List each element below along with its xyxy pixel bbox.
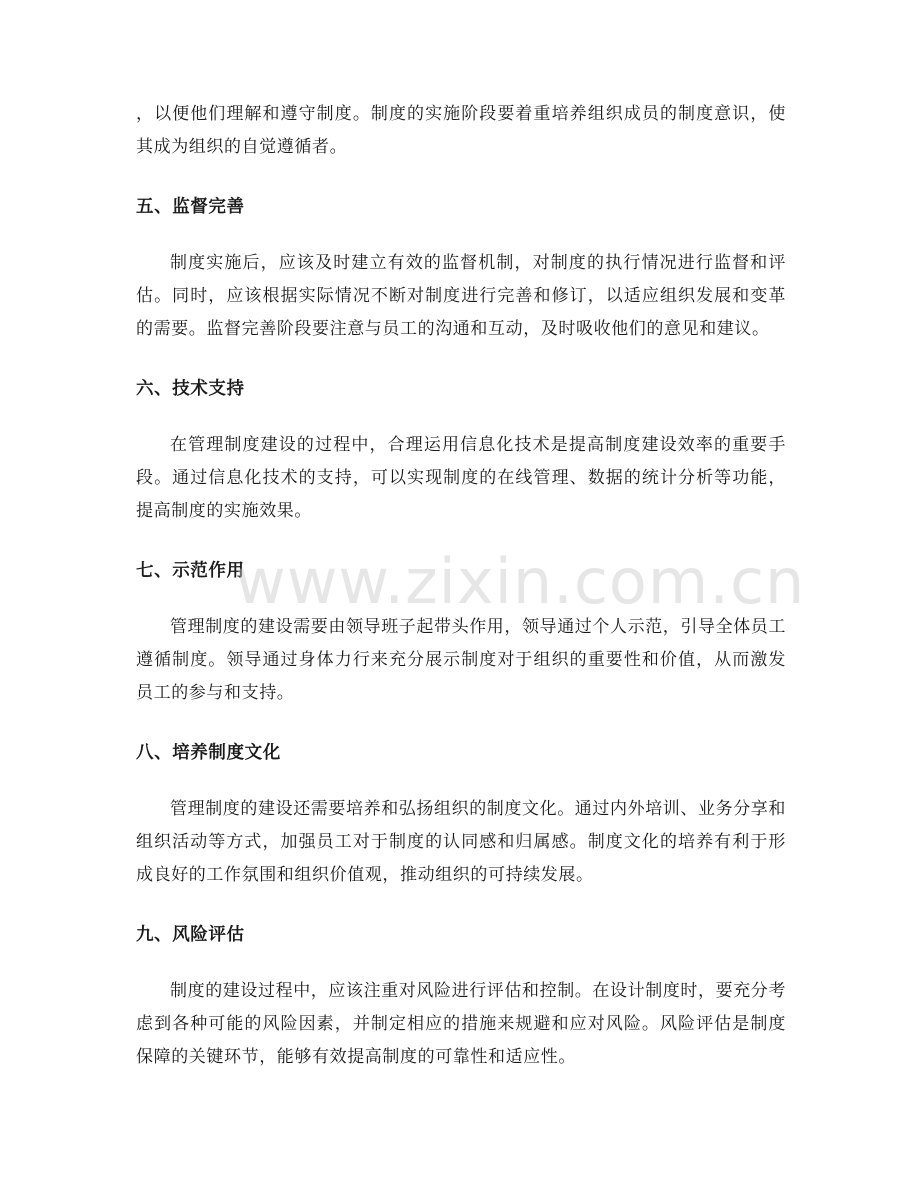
section-paragraph: 在管理制度建设的过程中，合理运用信息化技术是提高制度建设效率的重要手段。通过信息化技术的支持，可以实现制度的在线管理、数据的统计分析等功能，提高制度的实施效果。 xyxy=(136,435,786,521)
section-heading: 五、监督完善 xyxy=(136,197,245,217)
section-7 xyxy=(136,555,786,710)
section-9 xyxy=(136,919,786,1074)
section-heading: 七、示范作用 xyxy=(136,561,245,581)
section-6 xyxy=(136,373,786,528)
section-8 xyxy=(136,737,786,892)
section-heading: 八、培养制度文化 xyxy=(136,743,281,763)
section-paragraph: 制度实施后，应该及时建立有效的监督机制，对制度的执行情况进行监督和评估。同时，应该根据实际情况不断对制度进行完善和修订，以适应组织发展和变革的需要。监督完善阶段要注意与员工的沟通和互动，及时吸收他们的意见和建议。 xyxy=(136,253,786,339)
document-content xyxy=(136,98,786,1074)
section-heading: 六、技术支持 xyxy=(136,379,245,399)
section-paragraph: 管理制度的建设需要由领导班子起带头作用，领导通过个人示范，引导全体员工遵循制度。领导通过身体力行来充分展示制度对于组织的重要性和价值，从而激发员工的参与和支持。 xyxy=(136,617,786,703)
section-paragraph: 管理制度的建设还需要培养和弘扬组织的制度文化。通过内外培训、业务分享和组织活动等方式，加强员工对于制度的认同感和归属感。制度文化的培养有利于形成良好的工作氛围和组织价值观，推动组织的可持续发展。 xyxy=(136,799,786,885)
section-heading: 九、风险评估 xyxy=(136,925,245,945)
intro-paragraph: ，以便他们理解和遵守制度。制度的实施阶段要着重培养组织成员的制度意识，使其成为组织的自觉遵循者。 xyxy=(136,104,786,157)
section-paragraph: 制度的建设过程中，应该注重对风险进行评估和控制。在设计制度时，要充分考虑到各种可能的风险因素，并制定相应的措施来规避和应对风险。风险评估是制度保障的关键环节，能够有效提高制度的可靠性和适应性。 xyxy=(136,981,786,1067)
section-5 xyxy=(136,191,786,346)
watermark: www.zixin.com.cn xyxy=(235,545,806,618)
